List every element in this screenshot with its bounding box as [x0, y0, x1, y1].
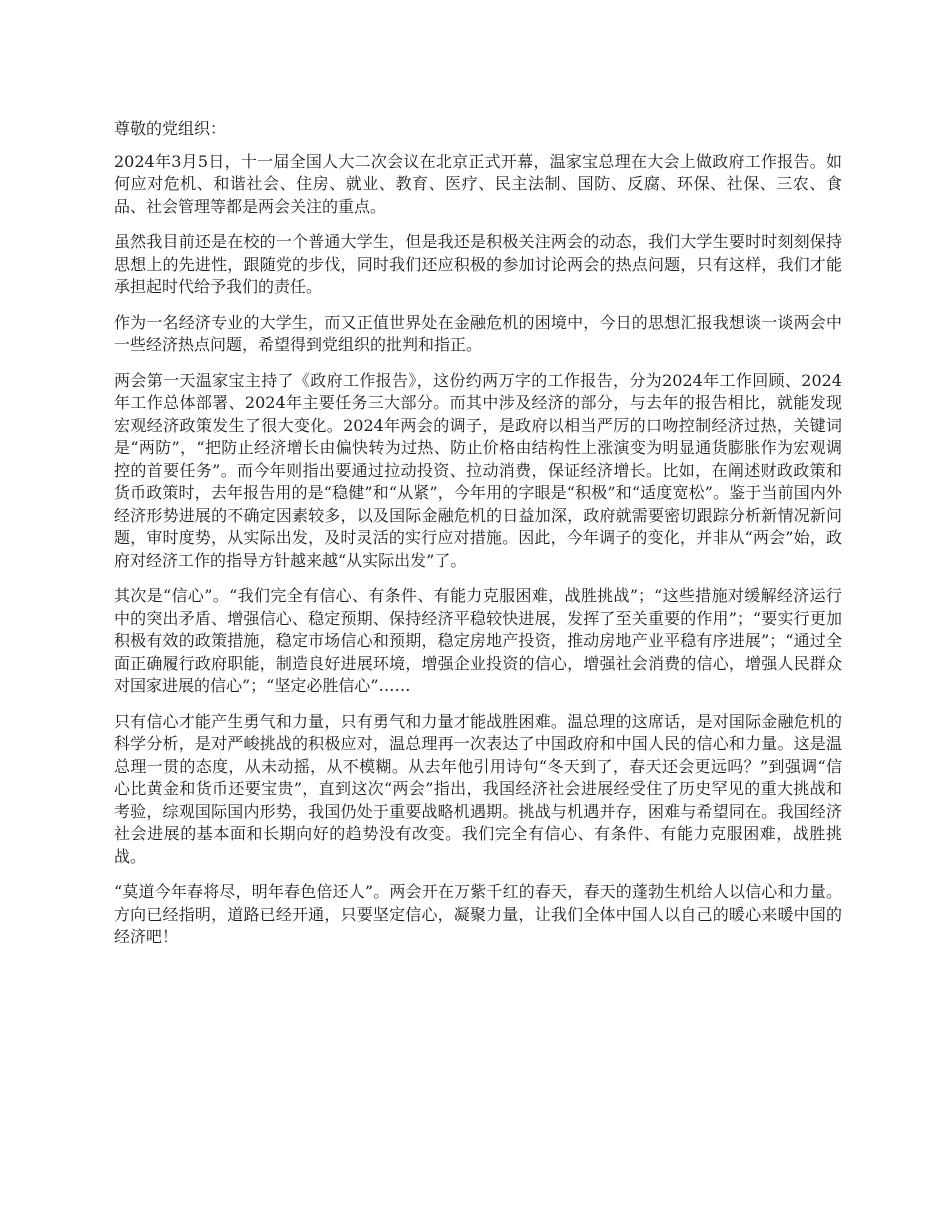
paragraph-closing: “莫道今年春将尽，明年春色倍还人”。两会开在万紫千红的春天，春天的蓬勃生机给人以信心和力量。方向已经指明，道路已经开通，只要坚定信心，凝聚力量，让我们全体中国人以自己的暖心来暖中国的经济吧！ [114, 882, 842, 946]
paragraph-student-attention: 虽然我目前还是在校的一个普通大学生，但是我还是积极关注两会的动态，我们大学生要时时刻刻保持思想上的先进性，跟随党的步伐，同时我们还应积极的参加讨论两会的热点问题，只有这样，我们才能承担起时代给予我们的责任。 [114, 232, 842, 296]
paragraph-confidence: 其次是“信心”。“我们完全有信心、有条件、有能力克服困难，战胜挑战”；“这些措施对缓解经济运行中的突出矛盾、增强信心、稳定预期、保持经济平稳较快进展，发挥了至关重要的作用”；“要实行更加积极有效的政策措施，稳定市场信心和预期，稳定房地产投资，推动房地产业平稳有序进展”；“通过全面正确履行政府职能，制造良好进展环境，增强企业投资的信心，增强社会消费的信心，增强人民群众对国家进展的信心”；“坚定必胜信心”…… [114, 586, 842, 695]
paragraph-policy-change: 两会第一天温家宝主持了《政府工作报告》，这份约两万字的工作报告，分为2024年工作回顾、2024年工作总体部署、2024年主要任务三大部分。而其中涉及经济的部分，与去年的报告相比，就能发现宏观经济政策发生了很大变化。2024年两会的调子，是政府以相当严厉的口吻控制经济过热，关键词是“两防”，“把防止经济增长由偏快转为过热、防止价格由结构性上涨演变为明显通货膨胀作为宏观调控的首要任务”。而今年则指出要通过拉动投资、拉动消费，保证经济增长。比如，在阐述财政政策和货币政策时，去年报告用的是“稳健”和“从紧”，今年用的字眼是“积极”和“适度宽松”。鉴于当前国内外经济形势进展的不确定因素较多，以及国际金融危机的日益加深，政府就需要密切跟踪分析新情况新问题，审时度势，从实际出发，及时灵活的实行应对措施。因此，今年调子的变化，并非从“两会”始，政府对经济工作的指导方针越来越“从实际出发”了。 [114, 370, 842, 570]
document-body [114, 118, 842, 962]
paragraph-purpose: 作为一名经济专业的大学生，而又正值世界处在金融危机的困境中，今日的思想汇报我想谈一谈两会中一些经济热点问题，希望得到党组织的批判和指正。 [114, 312, 842, 354]
salutation: 尊敬的党组织： [114, 119, 227, 138]
paragraph-courage: 只有信心才能产生勇气和力量，只有勇气和力量才能战胜困难。温总理的这席话，是对国际金融危机的科学分析，是对严峻挑战的积极应对，温总理再一次表达了中国政府和中国人民的信心和力量。这是温总理一贯的态度，从未动摇，从不模糊。从去年他引用诗句“冬天到了，春天还会更远吗？”到强调“信心比黄金和货币还要宝贵”，直到这次“两会”指出，我国经济社会进展经受住了历史罕见的重大挑战和考验，综观国际国内形势，我国仍处于重要战略机遇期。挑战与机遇并存，困难与希望同在。我国经济社会进展的基本面和长期向好的趋势没有改变。我们完全有信心、有条件、有能力克服困难，战胜挑战。 [114, 711, 842, 866]
paragraph-opening-news: 2024年3月5日，十一届全国人大二次会议在北京正式开幕，温家宝总理在大会上做政府工作报告。如何应对危机、和谐社会、住房、就业、教育、医疗、民主法制、国防、反腐、环保、社保、三农、食品、社会管理等都是两会关注的重点。 [114, 151, 842, 216]
